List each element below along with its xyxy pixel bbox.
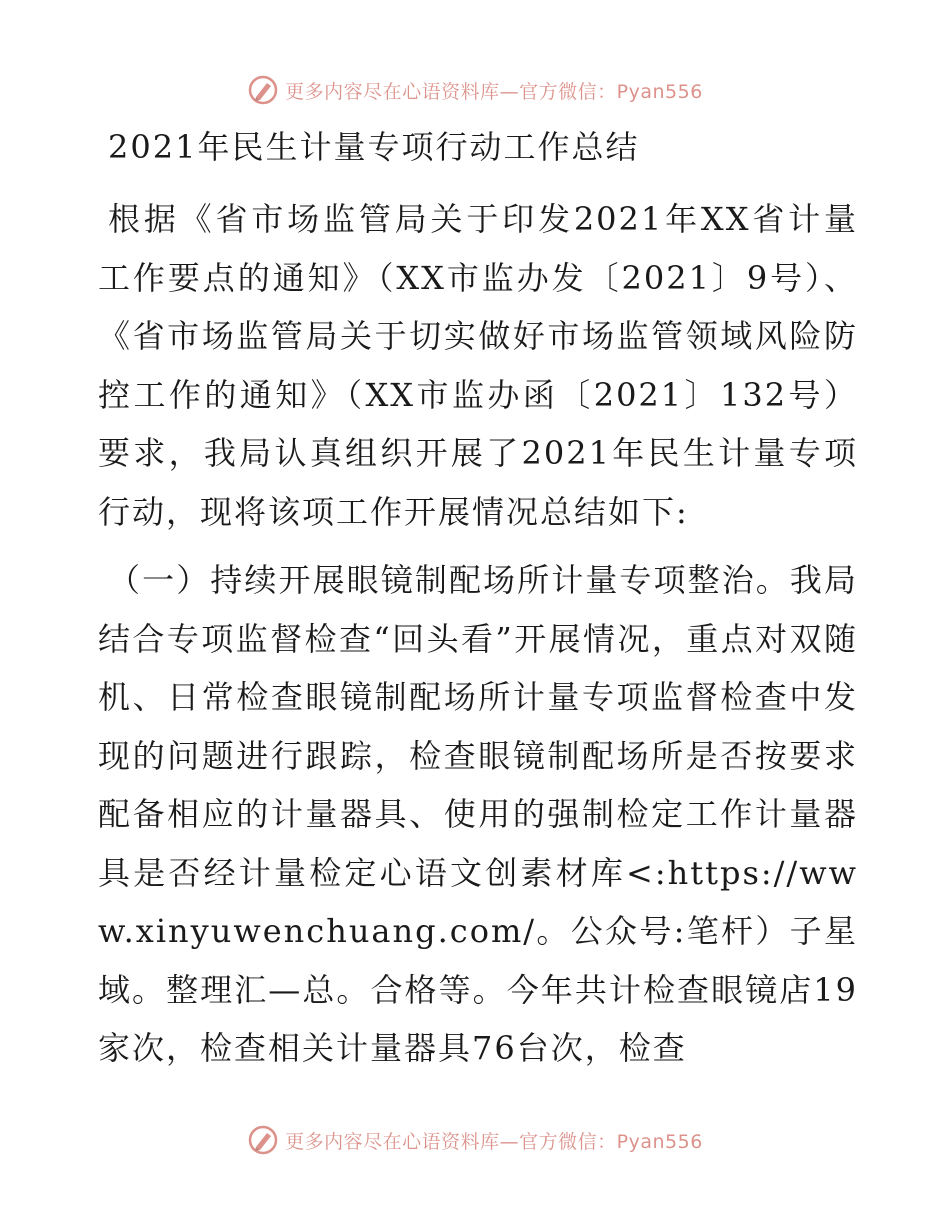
document-title: 2021年民生计量专项行动工作总结 xyxy=(108,128,640,166)
paragraph-section-1: （一）持续开展眼镜制配场所计量专项整治。我局结合专项监督检查“回头看”开展情况，重点对双随机、日常检查眼镜制配场所计量专项监督检查中发现的问题进行跟踪，检查眼镜制配场所是否按要求配备相应的计量器具、使用的强制检定工作计量器具是否经计量检定心语文创素材库<:https://www.xinyuwenchuang.com/。公众号:笔杆）子星域。整理汇—总。合格等。今年共计检查眼镜店19家次，检查相关计量器具76台次，检查 xyxy=(98,561,858,1067)
paragraph-intro: 根据《省市场监管局关于印发2021年XX省计量工作要点的通知》（XX市监办发〔2021〕9号）、《省市场监管局关于切实做好市场监管领域风险防控工作的通知》（XX市监办函〔2021〕132号）要求，我局认真组织开展了2021年民生计量专项行动，现将该项工作开展情况总结如下: xyxy=(98,200,858,531)
watermark-footer xyxy=(0,1124,950,1156)
watermark-text: 更多内容尽在心语资料库—官方微信：Pyan556 xyxy=(285,1130,703,1153)
document-body xyxy=(98,122,858,1088)
pen-logo-icon xyxy=(247,74,279,106)
watermark-text: 更多内容尽在心语资料库—官方微信：Pyan556 xyxy=(285,80,703,103)
pen-logo-icon xyxy=(247,1124,279,1156)
watermark-header xyxy=(0,74,950,106)
